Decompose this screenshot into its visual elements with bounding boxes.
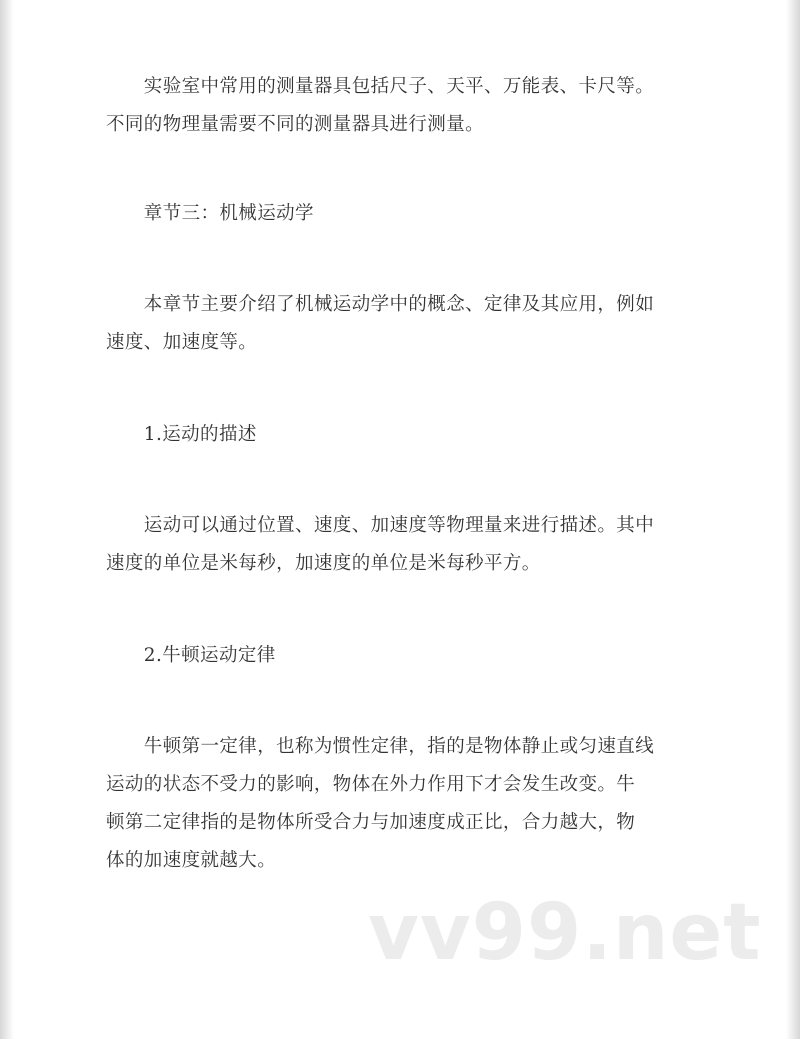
- heading-text: 1.运动的描述: [106, 424, 257, 445]
- page-edge-shadow-right: [786, 0, 800, 1039]
- text-line: 顿第二定律指的是物体所受合力与加速度成正比，合力越大，物: [106, 812, 636, 833]
- subsection-heading: [106, 416, 686, 454]
- heading-text: 章节三：机械运动学: [106, 203, 314, 224]
- text-line: 速度、加速度等。: [106, 332, 258, 353]
- text-line: 本章节主要介绍了机械运动学中的概念、定律及其应用，例如: [106, 294, 655, 315]
- text-line: 运动可以通过位置、速度、加速度等物理量来进行描述。其中: [106, 515, 655, 536]
- paragraph-chapter-intro: [106, 286, 686, 362]
- text-line: 不同的物理量需要不同的测量器具进行测量。: [106, 114, 485, 135]
- text-line: 运动的状态不受力的影响，物体在外力作用下才会发生改变。牛: [106, 774, 636, 795]
- heading-text: 2.牛顿运动定律: [106, 645, 276, 666]
- text-line: 速度的单位是米每秒，加速度的单位是米每秒平方。: [106, 553, 541, 574]
- page-edge-shadow-left: [0, 0, 14, 1039]
- text-line: 牛顿第一定律，也称为惯性定律，指的是物体静止或匀速直线: [106, 736, 655, 757]
- watermark: vv99.net: [368, 888, 762, 978]
- paragraph-measuring-instruments: [106, 68, 686, 144]
- text-line: 实验室中常用的测量器具包括尺子、天平、万能表、卡尺等。: [106, 76, 655, 97]
- subsection-heading: [106, 637, 686, 675]
- section-heading: [106, 195, 686, 233]
- paragraph-newton-laws: [106, 728, 686, 880]
- paragraph-motion-description: [106, 507, 686, 583]
- text-line: 体的加速度就越大。: [106, 850, 277, 871]
